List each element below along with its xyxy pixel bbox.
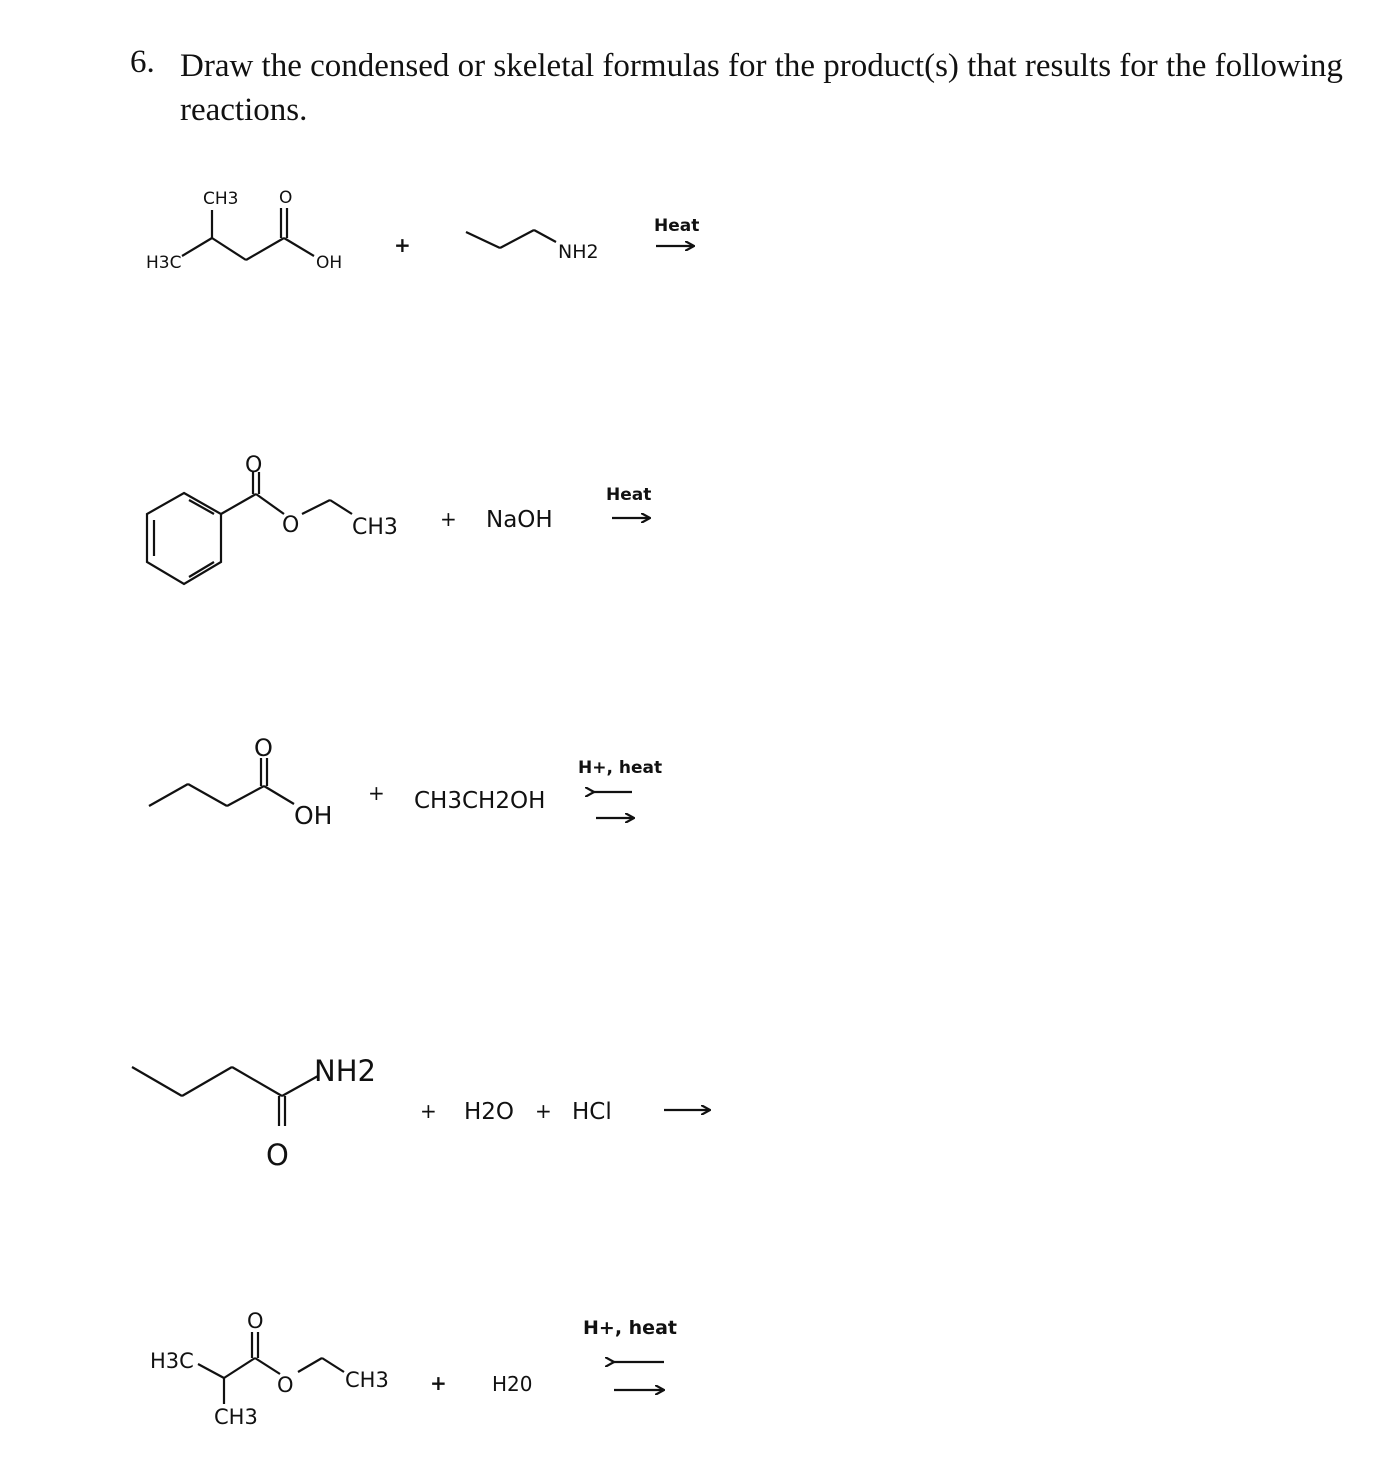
reaction-condition: Heat — [654, 216, 700, 236]
plus-sign: + — [394, 233, 411, 257]
water-reagent: H20 — [492, 1372, 533, 1396]
plus-sign: + — [430, 1371, 447, 1395]
ch3-right-label: CH3 — [345, 1368, 389, 1392]
h3c-label: H3C — [150, 1349, 194, 1373]
h3c-label: H3C — [146, 253, 182, 273]
equilibrium-arrows — [594, 792, 634, 818]
reaction-1 — [146, 188, 699, 273]
benzene-ring — [147, 493, 221, 584]
hydroxyl-label: OH — [316, 253, 343, 273]
acid-structure — [149, 758, 294, 806]
question-text: Draw the condensed or skeletal formulas for the product(s) that results for the following reactions. — [180, 48, 1343, 128]
equilibrium-arrows — [614, 1362, 664, 1390]
hydroxyl-label: OH — [294, 801, 333, 830]
reactant-1a-structure — [182, 208, 314, 260]
carbonyl-oxygen-label: O — [254, 734, 273, 762]
nh2-label: NH2 — [558, 241, 599, 263]
ester-structure — [198, 1332, 344, 1404]
carbonyl-oxygen-label: O — [279, 188, 293, 208]
reaction-3 — [149, 734, 662, 830]
plus-sign-2: + — [535, 1099, 552, 1123]
carbonyl-oxygen-label: O — [247, 1309, 264, 1333]
plus-sign: + — [440, 507, 457, 531]
carbonyl-oxygen-label: O — [245, 453, 263, 478]
plus-sign-1: + — [420, 1099, 437, 1123]
reaction-5 — [150, 1309, 677, 1429]
reaction-condition: H+, heat — [578, 758, 663, 778]
plus-sign: + — [368, 781, 385, 805]
ch3-label: CH3 — [203, 189, 239, 209]
amide-structure — [132, 1067, 318, 1126]
ester-oxygen-label: O — [282, 513, 300, 538]
hcl-reagent: HCl — [572, 1099, 612, 1125]
water-reagent: H2O — [464, 1099, 515, 1125]
question-number: 6. — [130, 44, 155, 80]
reaction-condition: H+, heat — [583, 1317, 677, 1339]
reaction-4 — [132, 1054, 710, 1172]
naoh-reagent: NaOH — [486, 507, 553, 533]
reaction-condition: Heat — [606, 485, 652, 505]
ch3-bottom-label: CH3 — [214, 1405, 258, 1429]
carbonyl-oxygen-label: O — [266, 1138, 289, 1172]
reaction-2 — [147, 453, 651, 584]
ester-oxygen-label: O — [277, 1373, 294, 1397]
ch3-label: CH3 — [352, 515, 398, 540]
ethanol-reagent: CH3CH2OH — [414, 788, 546, 814]
nh2-label: NH2 — [314, 1054, 376, 1088]
reactant-1b-structure — [466, 230, 556, 248]
ester-chain-structure — [221, 472, 352, 514]
